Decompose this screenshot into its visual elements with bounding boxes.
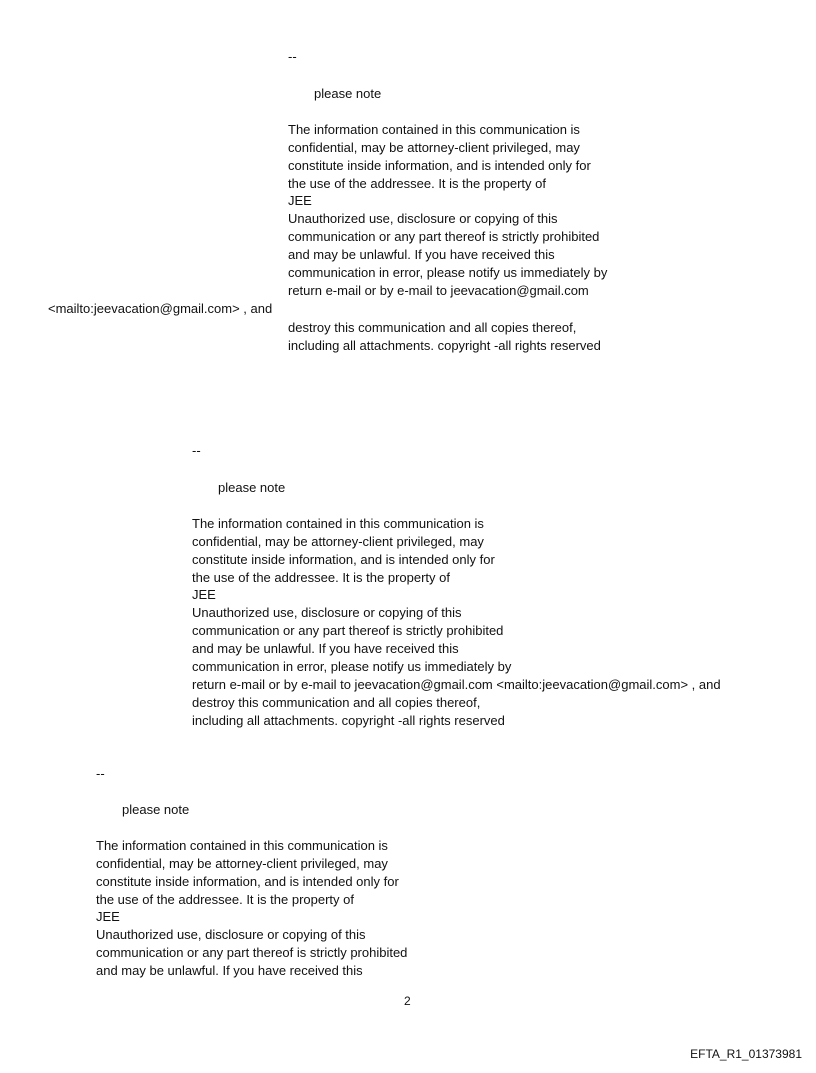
text-line: return e-mail or by e-mail to jeevacation@gmail.com <mailto:jeevacation@gmail.com> , and [192,677,721,692]
text-line: The information contained in this communication is [96,838,388,853]
text-line: confidential, may be attorney-client privileged, may [192,534,484,549]
text-line: constitute inside information, and is intended only for [192,552,495,567]
note-heading: please note [314,86,382,101]
text-line: The information contained in this communication is [288,122,580,137]
text-line: constitute inside information, and is intended only for [288,158,591,173]
text-line: JEE [192,587,216,602]
text-line: communication or any part thereof is strictly prohibited [192,623,504,638]
note-heading: please note [218,480,286,495]
text-line: and may be unlawful. If you have received this [288,247,555,262]
text-line: Unauthorized use, disclosure or copying of this [96,927,366,942]
text-line: confidential, may be attorney-client privileged, may [96,856,388,871]
text-line: The information contained in this communication is [192,516,484,531]
text-line: the use of the addressee. It is the property of [288,176,546,191]
note-heading: please note [122,802,190,817]
text-line: communication in error, please notify us immediately by [288,265,608,280]
text-line: confidential, may be attorney-client privileged, may [288,140,580,155]
separator: -- [96,766,105,781]
separator: -- [192,443,201,458]
text-line: communication in error, please notify us immediately by [192,659,512,674]
text-line: communication or any part thereof is strictly prohibited [96,945,408,960]
document-id: EFTA_R1_01373981 [690,1047,802,1061]
text-line: communication or any part thereof is strictly prohibited [288,229,600,244]
text-line: constitute inside information, and is intended only for [96,874,399,889]
separator: -- [288,49,297,64]
text-line: Unauthorized use, disclosure or copying of this [192,605,462,620]
text-line: destroy this communication and all copies thereof, [192,695,481,710]
text-line: including all attachments. copyright -all rights reserved [192,713,505,728]
text-line: JEE [96,909,120,924]
text-line: and may be unlawful. If you have received this [192,641,459,656]
mailto-overflow-line: <mailto:jeevacation@gmail.com> , and [48,301,273,316]
text-line: the use of the addressee. It is the property of [192,570,450,585]
text-line: destroy this communication and all copies thereof, [288,320,577,335]
text-line: and may be unlawful. If you have received this [96,963,363,978]
text-line: return e-mail or by e-mail to jeevacation@gmail.com [288,283,589,298]
text-line: Unauthorized use, disclosure or copying of this [288,211,558,226]
page-number: 2 [404,994,411,1008]
text-line: the use of the addressee. It is the property of [96,892,354,907]
text-line: including all attachments. copyright -all rights reserved [288,338,601,353]
text-line: JEE [288,193,312,208]
